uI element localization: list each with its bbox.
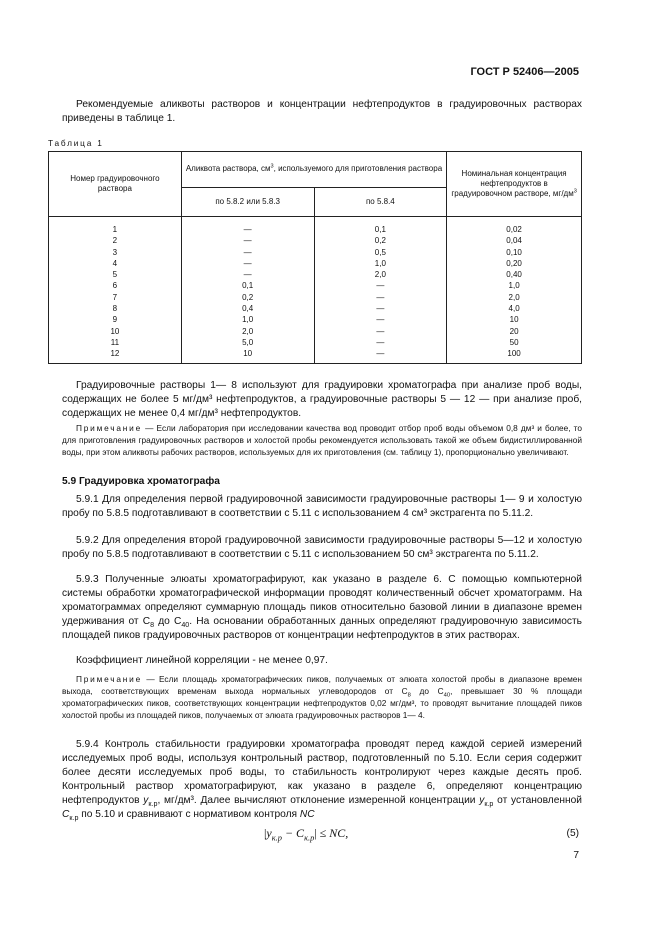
table-cell: 0,4 xyxy=(181,303,314,314)
table-cell: 0,2 xyxy=(181,292,314,303)
note-1-label: Примечание xyxy=(76,423,143,433)
table-cell: 0,20 xyxy=(447,258,582,269)
table-cell: 0,2 xyxy=(314,235,447,246)
table-row xyxy=(49,269,582,280)
table-cell: 1,0 xyxy=(181,314,314,325)
header-aliquot-582: по 5.8.2 или 5.8.3 xyxy=(181,187,314,216)
table-row xyxy=(49,217,582,236)
table-cell: — xyxy=(181,217,314,236)
calibration-table xyxy=(48,151,582,364)
table-cell: 10 xyxy=(181,348,314,363)
table-caption: Таблица 1 xyxy=(48,138,104,148)
table-row xyxy=(49,337,582,348)
header-aliquot: Аликвота раствора, $см^3$, используемого для приготовления раствора xyxy=(181,152,446,188)
section-heading: 5.9 Градуировка хроматографа xyxy=(62,476,220,487)
table-cell: 10 xyxy=(49,326,182,337)
table-cell: — xyxy=(314,326,447,337)
paragraph-5-9-1: 5.9.1 Для определения первой градуировочной зависимости градуировочные растворы 1— 9 и холостую пробу по 5.8.5 подготавливают в соответствии с 5.11 с использованием 4 см³ экстрагента по 5.11.2. xyxy=(62,494,582,519)
table-cell: 9 xyxy=(49,314,182,325)
table-cell: 4,0 xyxy=(447,303,582,314)
table-row xyxy=(49,292,582,303)
header-solution-number: Номер градуировочного раствора xyxy=(49,152,182,217)
paragraph-5-9-4: 5.9.4 Контроль стабильности градуировки хроматографа проводят перед каждой серией измерений исследуемых проб воды, используя контрольный раствор, подготовленный по 5.10. Если серия содержит более десяти исследуемых проб воды, то стабильность контролируют через каждые десять проб. Контрольный раствор хроматографируют, как указано в разделе 6, определяют концентрацию нефтепродуктов $y_{к.р}$, мг/дм³. Далее вычисляют отклонение измеренной концентрации $y_{к.р}$ от установленной $C_{к.р}$ по 5.10 и сравнивают с нормативом контроля NC xyxy=(62,739,582,823)
table-cell: 0,1 xyxy=(314,217,447,236)
table-row xyxy=(49,258,582,269)
table-row xyxy=(49,303,582,314)
table-cell: — xyxy=(314,303,447,314)
document-header: ГОСТ Р 52406—2005 xyxy=(470,66,579,78)
table-cell: 50 xyxy=(447,337,582,348)
table-cell: 8 xyxy=(49,303,182,314)
table-cell: — xyxy=(314,314,447,325)
table-cell: 3 xyxy=(49,247,182,258)
table-cell: 1,0 xyxy=(314,258,447,269)
table-row xyxy=(49,314,582,325)
table-cell: 100 xyxy=(447,348,582,363)
table-cell: — xyxy=(181,247,314,258)
note-1: Примечание — Если лаборатория при исследовании качества вод проводит отбор проб воды объемом 0,8 дм³ и более, то для приготовления градуировочных растворов и холостой пробы рекомендуется использовать такой же объем бидистиллированной воды, при этом аликвоты рабочих растворов, используемых для их приготовления (см. таблицу 1), пропорционально увеличивают. xyxy=(62,423,582,457)
table-cell: 5 xyxy=(49,269,182,280)
formula-5: $|y_{к.р} - C_{к.р}|$ ≤ NC, xyxy=(264,826,349,843)
table-cell: 20 xyxy=(447,326,582,337)
table-row xyxy=(49,280,582,291)
table-row xyxy=(49,326,582,337)
note-2: Примечание — Если площадь хроматографических пиков, получаемых от элюата холостой пробы в диапазоне времен выхода, соответствующих временам выхода нормальных углеводородов от $C_8$ до $C_{40}$, превышает 30 % площади хроматографических пиков, соответствующих концентрации нефтепродуктов 0,02 мг/дм³, то проводят вычитание площадей пиков холостой пробы из площадей пиков, получаемых от элюата градуировочных растворов 1— 4. xyxy=(62,674,583,720)
table-cell: 0,40 xyxy=(447,269,582,280)
table-cell: 6 xyxy=(49,280,182,291)
table-cell: — xyxy=(314,280,447,291)
table-cell: — xyxy=(314,337,447,348)
paragraph-5-9-2: 5.9.2 Для определения второй градуировочной зависимости градуировочные растворы 5—12 и холостую пробу по 5.8.5 подготавливают в соответствии с 5.11 с использованием 50 см³ экстрагента по 5.11.2. xyxy=(62,535,582,560)
table-cell: 0,10 xyxy=(447,247,582,258)
table-cell: 12 xyxy=(49,348,182,363)
table-cell: — xyxy=(181,258,314,269)
table-cell: — xyxy=(314,292,447,303)
table-cell: — xyxy=(314,348,447,363)
correlation-paragraph: Коэффициент линейной корреляции - не менее 0,97. xyxy=(76,655,328,666)
table-cell: 2,0 xyxy=(447,292,582,303)
usage-paragraph: Градуировочные растворы 1— 8 используют для градуировки хроматографа при анализе проб воды, содержащих не более 5 мг/дм³ нефтепродуктов, а градуировочные растворы 5 — 12 — при анализе проб, содержащих не менее 0,4 мг/дм³ нефтепродуктов. xyxy=(62,380,582,419)
table-cell: 11 xyxy=(49,337,182,348)
table-cell: 0,02 xyxy=(447,217,582,236)
table-cell: 4 xyxy=(49,258,182,269)
header-aliquot-584: по 5.8.4 xyxy=(314,187,447,216)
table-cell: 0,5 xyxy=(314,247,447,258)
table-cell: 1 xyxy=(49,217,182,236)
table-cell: 5,0 xyxy=(181,337,314,348)
table-cell: 2 xyxy=(49,235,182,246)
table-row xyxy=(49,235,582,246)
paragraph-5-9-3: 5.9.3 Полученные элюаты хроматографируют, как указано в разделе 6. С помощью компьютерной системы обработки хроматографической информации проводят количественный обсчет хроматограмм. На хроматограммах определяют суммарную площадь пиков относительно базовой линии в диапазоне времен удерживания от $C_8$ до $C_{40}$. На основании обработанных данных определяют градуировочную зависимость площадей пиков градуировочных растворов от концентрации нефтепродуктов в этих растворах. xyxy=(62,574,582,641)
table-cell: 7 xyxy=(49,292,182,303)
table-cell: — xyxy=(181,269,314,280)
table-cell: 0,1 xyxy=(181,280,314,291)
page-number: 7 xyxy=(573,850,579,861)
table-cell: 10 xyxy=(447,314,582,325)
table-cell: 1,0 xyxy=(447,280,582,291)
table-cell: — xyxy=(181,235,314,246)
table-cell: 2,0 xyxy=(314,269,447,280)
table-row xyxy=(49,348,582,363)
table-row xyxy=(49,247,582,258)
table-cell: 2,0 xyxy=(181,326,314,337)
header-concentration: Номинальная концентрация нефтепродуктов в градуировочном растворе, $мг/дм^3$ xyxy=(447,152,582,217)
note-2-label: Примечание xyxy=(76,674,143,684)
table-cell: 0,04 xyxy=(447,235,582,246)
intro-paragraph: Рекомендуемые аликвоты растворов и концентрации нефтепродуктов в градуировочных растворах приведены в таблице 1. xyxy=(62,99,582,124)
equation-number: (5) xyxy=(566,828,579,839)
